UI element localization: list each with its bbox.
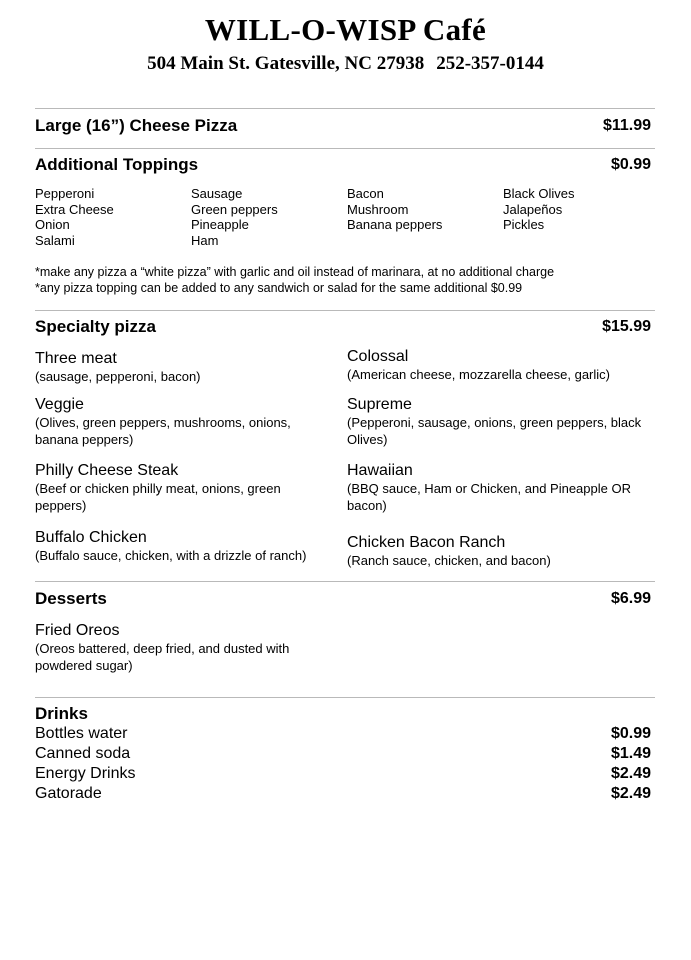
drink-row xyxy=(35,724,651,744)
divider xyxy=(35,697,655,698)
cafe-title: WILL-O-WISP Café xyxy=(204,12,487,47)
cafe-address-line xyxy=(0,53,691,75)
topping-item: Ham xyxy=(191,233,219,249)
menu-item-buffalo-chicken xyxy=(35,528,345,565)
menu-item-hawaiian xyxy=(347,461,657,514)
item-description: (Beef or chicken philly meat, onions, green peppers) xyxy=(35,481,281,513)
drinks-list xyxy=(35,724,651,804)
divider xyxy=(35,581,655,582)
item-description: (sausage, pepperoni, bacon) xyxy=(35,369,201,384)
toppings-column xyxy=(503,186,655,249)
item-description: (American cheese, mozzarella cheese, garlic) xyxy=(347,367,610,382)
menu-item-philly-cheese-steak xyxy=(35,461,305,514)
item-name: Chicken Bacon Ranch xyxy=(347,534,506,551)
drink-name: Energy Drinks xyxy=(35,765,136,782)
drink-name: Bottles water xyxy=(35,725,128,742)
topping-item: Bacon xyxy=(347,186,384,201)
toppings-column xyxy=(191,186,347,249)
menu-item-chicken-bacon-ranch xyxy=(347,533,657,570)
item-description: (Oreos battered, deep fried, and dusted with powdered sugar) xyxy=(35,641,290,673)
divider xyxy=(35,108,655,109)
menu-item-colossal xyxy=(347,347,657,384)
item-description: (Ranch sauce, chicken, and bacon) xyxy=(347,553,551,568)
topping-item: Green peppers xyxy=(191,201,278,217)
topping-item: Mushroom xyxy=(347,201,409,217)
cheese-pizza-price: $11.99 xyxy=(602,117,651,134)
toppings-column xyxy=(347,186,503,249)
note-text: *make any pizza a “white pizza” with garlic and oil instead of marinara, at no additional charge xyxy=(35,265,555,279)
menu-item-veggie xyxy=(35,395,335,448)
specialty-title: Specialty pizza xyxy=(35,317,156,336)
drink-price: $1.49 xyxy=(610,745,651,762)
item-description: (Olives, green peppers, mushrooms, onions, banana peppers) xyxy=(35,415,291,447)
topping-item: Black Olives xyxy=(503,186,575,201)
item-name: Colossal xyxy=(347,348,409,365)
divider xyxy=(35,310,655,311)
topping-item: Pineapple xyxy=(191,217,249,233)
menu-item-fried-oreos xyxy=(35,621,320,674)
toppings-notes xyxy=(35,265,655,296)
item-name: Hawaiian xyxy=(347,462,413,479)
topping-item: Pickles xyxy=(503,217,545,233)
cafe-phone: 252-357-0144 xyxy=(436,53,544,74)
cafe-address: 504 Main St. Gatesville, NC 27938 xyxy=(147,53,425,74)
menu-item-supreme xyxy=(347,395,657,448)
topping-item: Extra Cheese xyxy=(35,201,114,217)
cheese-pizza-title: Large (16”) Cheese Pizza xyxy=(35,116,238,135)
item-description: (BBQ sauce, Ham or Chicken, and Pineapple OR bacon) xyxy=(347,481,631,513)
item-name: Veggie xyxy=(35,396,84,413)
item-name: Supreme xyxy=(347,396,412,413)
menu-item-three-meat xyxy=(35,349,335,386)
toppings-price: $0.99 xyxy=(610,156,651,173)
drink-name: Gatorade xyxy=(35,785,102,802)
topping-item: Jalapeños xyxy=(503,201,563,217)
drink-price: $2.49 xyxy=(610,765,651,782)
item-description: (Buffalo sauce, chicken, with a drizzle of ranch) xyxy=(35,548,307,563)
desserts-title: Desserts xyxy=(35,589,107,608)
drink-price: $0.99 xyxy=(610,725,651,742)
item-name: Philly Cheese Steak xyxy=(35,462,179,479)
drink-row xyxy=(35,744,651,764)
divider xyxy=(35,148,655,149)
toppings-list xyxy=(35,186,655,249)
drink-row xyxy=(35,764,651,784)
specialty-price: $15.99 xyxy=(602,318,651,335)
item-description: (Pepperoni, sausage, onions, green peppers, black Olives) xyxy=(347,415,642,447)
desserts-price: $6.99 xyxy=(610,590,651,607)
toppings-column xyxy=(35,186,191,249)
drink-name: Canned soda xyxy=(35,745,131,762)
item-name: Fried Oreos xyxy=(35,622,120,639)
topping-item: Banana peppers xyxy=(347,217,443,233)
topping-item: Onion xyxy=(35,217,70,233)
topping-item: Salami xyxy=(35,233,75,249)
toppings-title: Additional Toppings xyxy=(35,155,199,174)
topping-item: Pepperoni xyxy=(35,186,95,201)
item-name: Buffalo Chicken xyxy=(35,529,147,546)
note-text: *any pizza topping can be added to any sandwich or salad for the same additional $0.99 xyxy=(35,280,523,295)
drink-row xyxy=(35,784,651,804)
topping-item: Sausage xyxy=(191,186,243,201)
drinks-title: Drinks xyxy=(35,704,88,723)
item-name: Three meat xyxy=(35,350,117,367)
drink-price: $2.49 xyxy=(610,785,651,802)
